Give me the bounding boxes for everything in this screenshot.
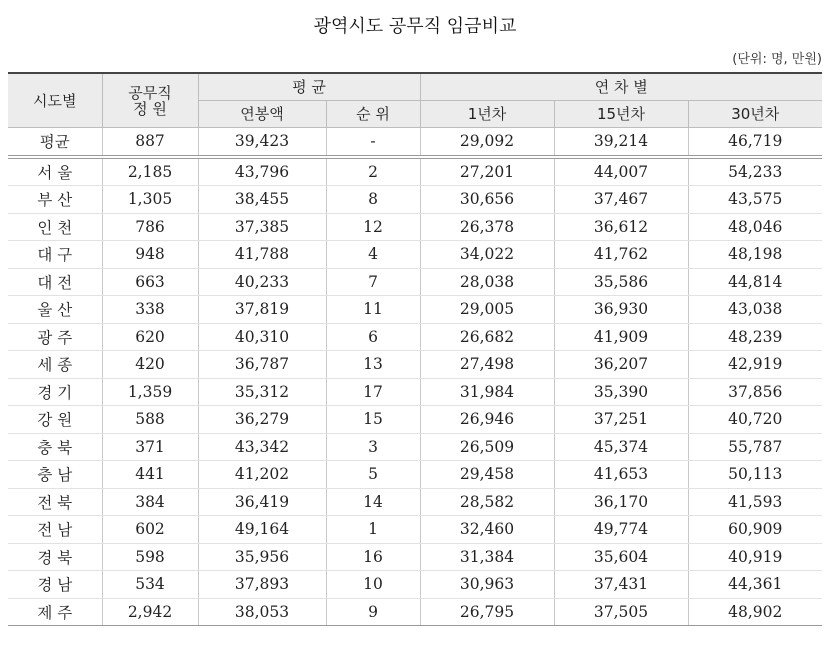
cell-year-30: 42,919 (688, 351, 822, 379)
table-row (8, 241, 822, 269)
cell-year-15: 37,467 (554, 186, 688, 214)
header-year-15: 15년차 (554, 101, 688, 128)
cell-annual: 43,342 (198, 433, 326, 461)
cell-year-30: 48,046 (688, 213, 822, 241)
cell-year-1: 27,498 (420, 351, 554, 379)
cell-year-15: 37,505 (554, 598, 688, 626)
cell-staff: 371 (102, 433, 198, 461)
cell-year-1: 32,460 (420, 516, 554, 544)
cell-region: 부 산 (8, 186, 102, 214)
cell-annual: 36,787 (198, 351, 326, 379)
cell-rank: 5 (326, 461, 420, 489)
header-by-year: 연 차 별 (420, 73, 822, 101)
cell-year-15: 35,604 (554, 543, 688, 571)
cell-year-1: 28,038 (420, 268, 554, 296)
cell-annual: 39,423 (198, 128, 326, 157)
cell-region: 제 주 (8, 598, 102, 626)
cell-year-30: 44,361 (688, 571, 822, 599)
cell-annual: 35,956 (198, 543, 326, 571)
table-header (8, 73, 822, 128)
cell-staff: 441 (102, 461, 198, 489)
cell-staff: 2,942 (102, 598, 198, 626)
cell-year-1: 26,682 (420, 323, 554, 351)
table-row (8, 433, 822, 461)
cell-region: 충 남 (8, 461, 102, 489)
cell-region: 평균 (8, 128, 102, 157)
cell-year-1: 28,582 (420, 488, 554, 516)
cell-year-15: 36,930 (554, 296, 688, 324)
cell-year-1: 29,092 (420, 128, 554, 157)
cell-region: 전 남 (8, 516, 102, 544)
cell-year-15: 35,586 (554, 268, 688, 296)
cell-annual: 37,819 (198, 296, 326, 324)
cell-staff: 338 (102, 296, 198, 324)
cell-year-1: 29,458 (420, 461, 554, 489)
cell-annual: 36,419 (198, 488, 326, 516)
wage-comparison-table (8, 72, 822, 626)
table-body (8, 128, 822, 626)
cell-annual: 38,053 (198, 598, 326, 626)
cell-rank: - (326, 128, 420, 157)
cell-year-15: 41,909 (554, 323, 688, 351)
header-staff-line1: 공무직 (128, 83, 172, 102)
cell-year-30: 43,038 (688, 296, 822, 324)
header-year-1: 1년차 (420, 101, 554, 128)
table-row (8, 213, 822, 241)
table-row (8, 351, 822, 379)
cell-year-1: 26,509 (420, 433, 554, 461)
cell-rank: 4 (326, 241, 420, 269)
cell-year-15: 41,762 (554, 241, 688, 269)
cell-staff: 786 (102, 213, 198, 241)
cell-year-30: 44,814 (688, 268, 822, 296)
cell-region: 울 산 (8, 296, 102, 324)
cell-rank: 7 (326, 268, 420, 296)
header-staff (102, 73, 198, 128)
cell-year-15: 36,207 (554, 351, 688, 379)
cell-year-30: 46,719 (688, 128, 822, 157)
cell-annual: 49,164 (198, 516, 326, 544)
cell-year-15: 41,653 (554, 461, 688, 489)
table-row (8, 598, 822, 626)
cell-year-30: 48,239 (688, 323, 822, 351)
cell-staff: 602 (102, 516, 198, 544)
header-annual: 연봉액 (198, 101, 326, 128)
cell-year-15: 39,214 (554, 128, 688, 157)
table-row (8, 571, 822, 599)
cell-rank: 6 (326, 323, 420, 351)
cell-annual: 40,233 (198, 268, 326, 296)
cell-region: 세 종 (8, 351, 102, 379)
table-row (8, 378, 822, 406)
cell-year-1: 27,201 (420, 157, 554, 186)
cell-year-30: 50,113 (688, 461, 822, 489)
cell-year-1: 31,984 (420, 378, 554, 406)
cell-rank: 8 (326, 186, 420, 214)
cell-staff: 620 (102, 323, 198, 351)
cell-staff: 420 (102, 351, 198, 379)
document-title: 광역시도 공무직 임금비교 (313, 16, 517, 37)
cell-rank: 10 (326, 571, 420, 599)
cell-staff: 948 (102, 241, 198, 269)
cell-staff: 598 (102, 543, 198, 571)
cell-region: 경 북 (8, 543, 102, 571)
cell-year-15: 49,774 (554, 516, 688, 544)
cell-rank: 17 (326, 378, 420, 406)
cell-rank: 16 (326, 543, 420, 571)
cell-region: 경 남 (8, 571, 102, 599)
cell-year-1: 34,022 (420, 241, 554, 269)
table-row (8, 516, 822, 544)
cell-year-15: 36,612 (554, 213, 688, 241)
header-average: 평 균 (198, 73, 420, 101)
unit-note: (단위: 명, 만원) (732, 52, 822, 67)
cell-year-30: 48,198 (688, 241, 822, 269)
cell-year-1: 31,384 (420, 543, 554, 571)
cell-staff: 663 (102, 268, 198, 296)
cell-region: 경 기 (8, 378, 102, 406)
table-row (8, 543, 822, 571)
cell-year-30: 55,787 (688, 433, 822, 461)
cell-region: 서 울 (8, 157, 102, 186)
cell-year-1: 26,946 (420, 406, 554, 434)
cell-rank: 2 (326, 157, 420, 186)
cell-year-15: 45,374 (554, 433, 688, 461)
cell-year-30: 41,593 (688, 488, 822, 516)
cell-year-1: 26,378 (420, 213, 554, 241)
table-row (8, 268, 822, 296)
table-row (8, 461, 822, 489)
cell-rank: 9 (326, 598, 420, 626)
cell-annual: 37,893 (198, 571, 326, 599)
cell-year-30: 60,909 (688, 516, 822, 544)
cell-region: 충 북 (8, 433, 102, 461)
cell-staff: 887 (102, 128, 198, 157)
table-row (8, 323, 822, 351)
cell-region: 강 원 (8, 406, 102, 434)
cell-staff: 588 (102, 406, 198, 434)
cell-region: 대 구 (8, 241, 102, 269)
cell-annual: 40,310 (198, 323, 326, 351)
cell-rank: 15 (326, 406, 420, 434)
cell-year-15: 44,007 (554, 157, 688, 186)
cell-annual: 38,455 (198, 186, 326, 214)
cell-year-30: 54,233 (688, 157, 822, 186)
table-row (8, 186, 822, 214)
table-row (8, 488, 822, 516)
cell-year-15: 37,251 (554, 406, 688, 434)
cell-region: 전 북 (8, 488, 102, 516)
header-staff-line2: 정 원 (133, 99, 167, 118)
cell-staff: 534 (102, 571, 198, 599)
cell-year-15: 36,170 (554, 488, 688, 516)
table-row (8, 296, 822, 324)
cell-year-30: 43,575 (688, 186, 822, 214)
cell-region: 광 주 (8, 323, 102, 351)
cell-rank: 3 (326, 433, 420, 461)
header-rank: 순 위 (326, 101, 420, 128)
cell-rank: 11 (326, 296, 420, 324)
cell-region: 대 전 (8, 268, 102, 296)
table-row (8, 406, 822, 434)
cell-year-1: 30,963 (420, 571, 554, 599)
cell-year-30: 48,902 (688, 598, 822, 626)
cell-rank: 14 (326, 488, 420, 516)
cell-annual: 41,202 (198, 461, 326, 489)
cell-staff: 1,359 (102, 378, 198, 406)
cell-year-30: 40,720 (688, 406, 822, 434)
cell-year-30: 37,856 (688, 378, 822, 406)
cell-year-30: 40,919 (688, 543, 822, 571)
header-year-30: 30년차 (688, 101, 822, 128)
header-region: 시도별 (8, 73, 102, 128)
cell-annual: 43,796 (198, 157, 326, 186)
cell-annual: 35,312 (198, 378, 326, 406)
cell-rank: 13 (326, 351, 420, 379)
cell-rank: 12 (326, 213, 420, 241)
cell-year-1: 26,795 (420, 598, 554, 626)
cell-annual: 36,279 (198, 406, 326, 434)
cell-year-15: 35,390 (554, 378, 688, 406)
cell-year-1: 29,005 (420, 296, 554, 324)
cell-annual: 37,385 (198, 213, 326, 241)
cell-staff: 1,305 (102, 186, 198, 214)
table-row (8, 157, 822, 186)
cell-rank: 1 (326, 516, 420, 544)
cell-staff: 384 (102, 488, 198, 516)
cell-year-1: 30,656 (420, 186, 554, 214)
cell-staff: 2,185 (102, 157, 198, 186)
cell-region: 인 천 (8, 213, 102, 241)
cell-year-15: 37,431 (554, 571, 688, 599)
cell-annual: 41,788 (198, 241, 326, 269)
table-row-average (8, 128, 822, 157)
